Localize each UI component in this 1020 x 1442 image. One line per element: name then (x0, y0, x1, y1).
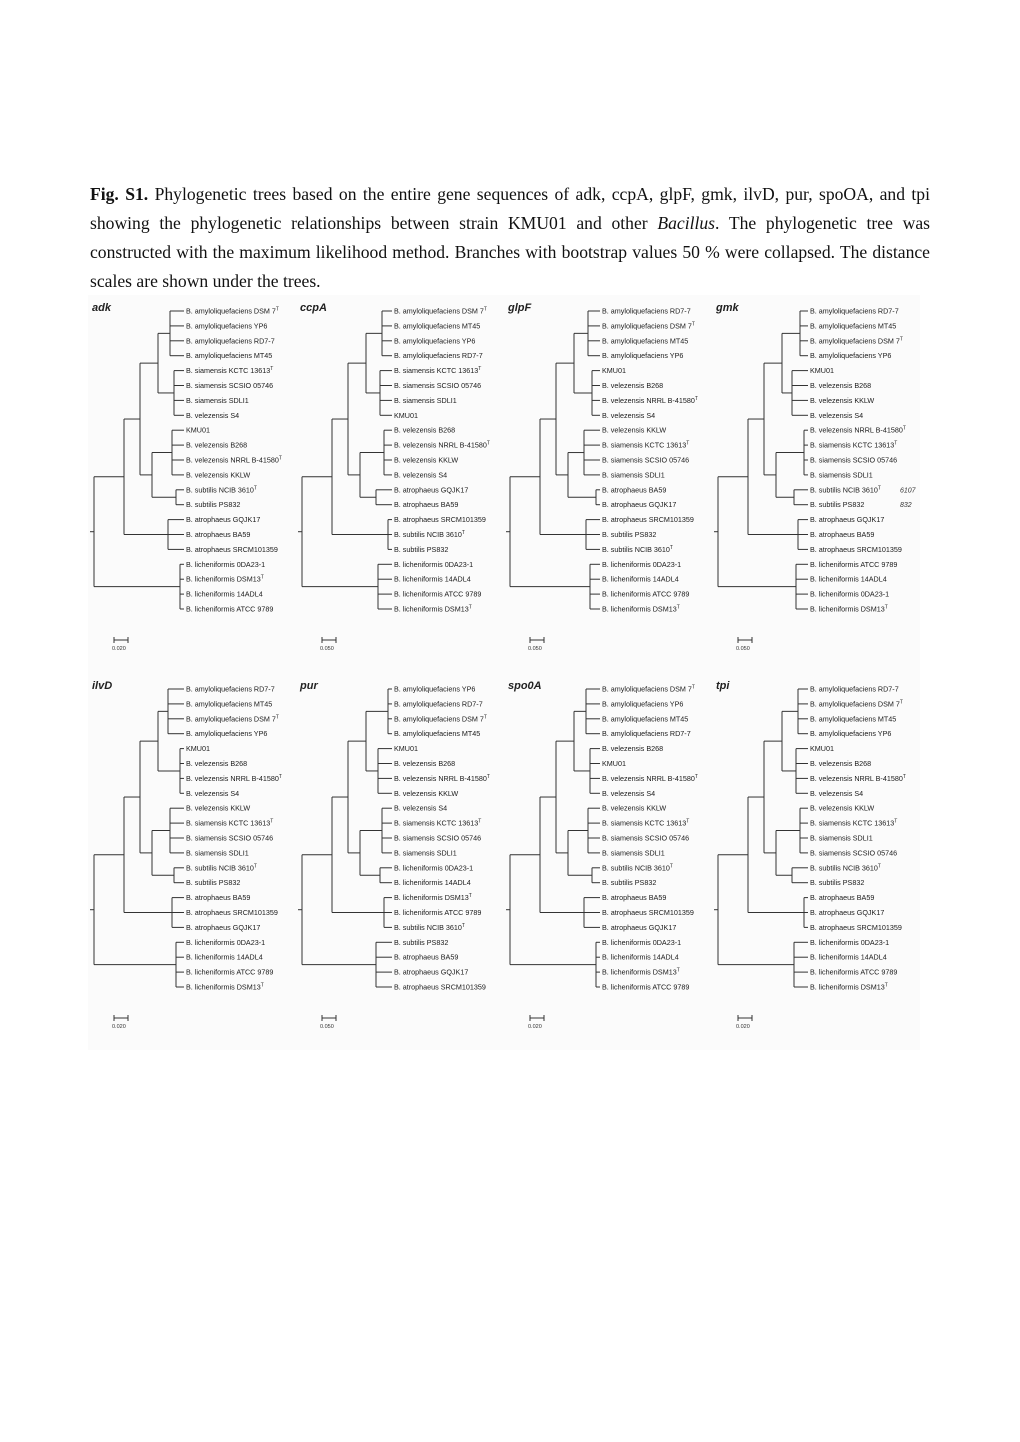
leaf-label: B. amyloliquefaciens RD7-7 (186, 336, 275, 346)
leaf-label: B. atrophaeus BA59 (394, 500, 459, 510)
leaf-label: B. siamensis KCTC $13613^T$ (394, 818, 482, 828)
leaf-label: B. amyloliquefaciens MT45 (602, 336, 689, 346)
leaf-label: B. velezensis S4 (394, 803, 448, 813)
leaf-label: B. atrophaeus GQJK17 (186, 922, 261, 932)
figure-caption (90, 180, 930, 296)
leaf-label: B. amyloliquefaciens MT45 (394, 321, 481, 331)
leaf-label: B. licheniformis 0DA23-1 (186, 559, 266, 569)
type-strain-mark: T (884, 982, 888, 989)
type-strain-mark: T (253, 485, 257, 492)
leaf-label: B. licheniformis $DSM13^T$ (810, 604, 888, 614)
type-strain-mark: T (899, 699, 903, 706)
leaf-label: B. amyloliquefaciens RD7-7 (186, 684, 275, 694)
tree-panel-gmk (714, 302, 917, 652)
leaf-label: B. licheniformis $DSM13^T$ (602, 604, 680, 614)
scale-label: 0.050 (736, 646, 750, 652)
leaf-label: B. amyloliquefaciens YP6 (394, 336, 476, 346)
type-strain-mark: T (275, 714, 279, 721)
leaf-label: B. licheniformis 0DA23-1 (602, 937, 682, 947)
leaf-label: KMU01 (810, 744, 834, 754)
leaf-label: B. subtilis PS832 (394, 937, 449, 947)
leaf-label: B. siamensis KCTC $13613^T$ (186, 366, 274, 376)
type-strain-mark: T (253, 863, 257, 870)
scale-label: 0.050 (320, 1024, 334, 1030)
type-strain-mark: T (270, 818, 274, 825)
leaf-label: KMU01 (602, 366, 626, 376)
leaf-label: B. amyloliquefaciens DSM $7^T$ (810, 699, 903, 709)
type-strain-mark: T (894, 440, 898, 447)
type-strain-mark: T (478, 366, 482, 373)
leaf-label: B. subtilis PS832 (602, 530, 657, 539)
type-strain-mark: T (686, 440, 690, 447)
leaf-label: B. amyloliquefaciens MT45 (602, 714, 689, 724)
tree-panel-ccpA (298, 302, 490, 652)
leaf-label: B. licheniformis $DSM13^T$ (394, 604, 472, 614)
type-strain-mark: T (894, 818, 898, 825)
tree-panel-tpi (714, 680, 906, 1030)
leaf-label: B. atrophaeus SRCM101359 (394, 515, 486, 525)
gene-name: ilvD (92, 680, 113, 692)
leaf-label: B. amyloliquefaciens MT45 (810, 321, 897, 331)
leaf-label: B. amyloliquefaciens RD7-7 (394, 351, 483, 361)
trees-canvas (88, 295, 920, 1050)
leaf-label: B. amyloliquefaciens DSM $7^T$ (186, 714, 279, 724)
leaf-label: B. atrophaeus BA59 (602, 893, 667, 903)
leaf-label: B. amyloliquefaciens MT45 (394, 729, 481, 739)
leaf-label: B. atrophaeus BA59 (602, 485, 667, 495)
leaf-label: B. licheniformis 14ADL4 (394, 878, 471, 888)
leaf-label: B. velezensis NRRL $B-41580^T$ (394, 440, 490, 450)
type-strain-mark: T (461, 530, 465, 536)
caption-text-b: . The phylogenetic tree was constructed with the maximum likelihood method. Branches with bootstrap values 50 % were collapsed. The distance scales are shown under the trees. (90, 213, 930, 291)
leaf-label: B. velezensis KKLW (602, 425, 667, 435)
leaf-label: B. licheniformis ATCC 9789 (602, 982, 690, 992)
leaf-label: B. licheniformis 0DA23-1 (602, 559, 682, 569)
leaf-label: B. siamensis SDLI1 (186, 395, 249, 405)
leaf-label: B. atrophaeus BA59 (186, 530, 251, 539)
gene-name: ccpA (300, 302, 327, 314)
leaf-label: B. amyloliquefaciens RD7-7 (602, 306, 691, 316)
leaf-label: B. siamensis KCTC $13613^T$ (602, 440, 690, 450)
leaf-label: B. licheniformis 14ADL4 (810, 952, 887, 962)
leaf-label: KMU01 (810, 366, 834, 376)
leaf-label: B. amyloliquefaciens YP6 (602, 699, 684, 709)
leaf-label: B. atrophaeus SRCM101359 (602, 908, 694, 917)
type-strain-mark: T (461, 922, 465, 929)
leaf-label: B. subtilis NCIB $3610^T$ (602, 544, 673, 554)
leaf-label: B. siamensis KCTC $13613^T$ (602, 818, 690, 828)
leaf-label: B. atrophaeus GQJK17 (394, 967, 469, 977)
leaf-label: B. licheniformis $DSM13^T$ (186, 574, 264, 584)
leaf-label: B. siamensis SDLI1 (394, 395, 457, 405)
leaf-label: B. siamensis SCSIO 05746 (186, 833, 274, 843)
leaf-label: B. subtilis PS832 (810, 500, 865, 510)
leaf-label: B. licheniformis $DSM13^T$ (810, 982, 888, 992)
type-strain-mark: T (877, 863, 881, 870)
leaf-label: B. licheniformis 0DA23-1 (810, 589, 890, 599)
type-strain-mark: T (676, 967, 680, 974)
leaf-label: B. atrophaeus BA59 (394, 952, 459, 962)
leaf-label: B. licheniformis 0DA23-1 (810, 937, 890, 947)
leaf-annotation: 832 (900, 502, 912, 510)
scale-label: 0.050 (320, 646, 334, 652)
leaf-label: B. licheniformis 0DA23-1 (186, 937, 266, 947)
type-strain-mark: T (669, 863, 673, 870)
leaf-label: B. velezensis B268 (602, 744, 664, 754)
leaf-label: B. siamensis SCSIO 05746 (394, 833, 482, 843)
leaf-label: B. velezensis S4 (186, 788, 240, 798)
gene-name: tpi (716, 680, 730, 692)
tree-panel-glpF (506, 302, 698, 652)
leaf-label: B. atrophaeus GQJK17 (602, 500, 677, 510)
leaf-label: B. velezensis B268 (186, 759, 248, 768)
leaf-label: B. amyloliquefaciens MT45 (810, 714, 897, 724)
type-strain-mark: T (278, 455, 282, 462)
gene-name: adk (92, 302, 111, 314)
leaf-label: B. siamensis SDLI1 (810, 470, 873, 480)
tree-panel-pur (298, 680, 490, 1030)
leaf-label: B. licheniformis 14ADL4 (602, 952, 679, 962)
leaf-label: B. velezensis S4 (810, 410, 864, 420)
leaf-label: B. subtilis PS832 (186, 500, 241, 510)
leaf-label: B. velezensis S4 (810, 788, 864, 798)
leaf-label: B. amyloliquefaciens RD7-7 (394, 699, 483, 709)
type-strain-mark: T (669, 544, 673, 551)
leaf-label: B. siamensis KCTC $13613^T$ (186, 818, 274, 828)
scale-label: 0.020 (528, 1024, 542, 1030)
leaf-label: B. atrophaeus BA59 (186, 893, 251, 903)
leaf-label: B. siamensis SDLI1 (810, 833, 873, 843)
leaf-label: B. subtilis NCIB $3610^T$ (394, 530, 465, 539)
leaf-label: B. amyloliquefaciens RD7-7 (602, 729, 691, 739)
leaf-label: B. subtilis NCIB $3610^T$ (186, 863, 257, 873)
leaf-label: B. velezensis KKLW (602, 803, 667, 813)
tree-panel-adk (90, 302, 282, 652)
leaf-label: B. siamensis KCTC $13613^T$ (810, 818, 898, 828)
type-strain-mark: T (877, 485, 881, 492)
type-strain-mark: T (260, 574, 264, 581)
tree-panel-spo0A (506, 680, 698, 1030)
tree-panel-ilvD (90, 680, 282, 1030)
type-strain-mark: T (691, 321, 695, 328)
type-strain-mark: T (899, 336, 903, 343)
caption-text-a: Phylogenetic trees based on the entire gene sequences of adk, ccpA, glpF, gmk, ilvD, pur, spoOA, and tpi showing the phylogenetic relationships between strain KMU01 and other (90, 184, 930, 233)
leaf-label: B. siamensis SDLI1 (186, 848, 249, 858)
leaf-label: B. atrophaeus SRCM101359 (602, 515, 694, 525)
leaf-label: B. atrophaeus SRCM101359 (186, 908, 278, 917)
leaf-label: B. velezensis B268 (394, 759, 456, 768)
caption-genus: Bacillus (657, 213, 716, 233)
leaf-label: B. licheniformis ATCC 9789 (186, 967, 274, 977)
leaf-label: B. velezensis B268 (602, 381, 664, 390)
leaf-label: KMU01 (394, 744, 418, 754)
leaf-label: B. licheniformis ATCC 9789 (394, 589, 482, 599)
type-strain-mark: T (686, 818, 690, 825)
phylogenetic-trees-figure (88, 295, 920, 1050)
leaf-label: B. amyloliquefaciens YP6 (602, 351, 684, 361)
leaf-label: B. siamensis SCSIO 05746 (602, 455, 690, 465)
scale-label: 0.020 (112, 1024, 126, 1030)
type-strain-mark: T (278, 773, 282, 780)
leaf-label: B. siamensis SDLI1 (602, 470, 665, 480)
leaf-label: B. licheniformis $DSM13^T$ (186, 982, 264, 992)
leaf-label: B. amyloliquefaciens RD7-7 (810, 306, 899, 316)
scale-label: 0.020 (736, 1024, 750, 1030)
leaf-label: B. velezensis NRRL $B-41580^T$ (394, 773, 490, 783)
type-strain-mark: T (676, 604, 680, 611)
leaf-label: B. atrophaeus BA59 (810, 530, 875, 539)
leaf-label: B. licheniformis 0DA23-1 (394, 863, 474, 873)
leaf-label: B. velezensis S4 (602, 410, 656, 420)
leaf-label: B. subtilis PS832 (186, 878, 241, 888)
leaf-label: B. velezensis KKLW (810, 395, 875, 405)
leaf-label: B. licheniformis ATCC 9789 (810, 559, 898, 569)
type-strain-mark: T (275, 306, 279, 313)
leaf-label: B. velezensis NRRL $B-41580^T$ (186, 455, 282, 465)
leaf-label: B. velezensis NRRL $B-41580^T$ (810, 773, 906, 783)
leaf-label: KMU01 (186, 425, 210, 435)
gene-name: pur (300, 680, 318, 692)
type-strain-mark: T (478, 818, 482, 825)
leaf-label: B. licheniformis ATCC 9789 (810, 967, 898, 977)
leaf-label: B. subtilis NCIB $3610^T$ (394, 922, 465, 932)
leaf-label: B. velezensis NRRL $B-41580^T$ (186, 773, 282, 783)
caption-label: Fig. S1. (90, 184, 149, 204)
leaf-label: B. amyloliquefaciens DSM $7^T$ (186, 306, 279, 316)
leaf-label: B. atrophaeus GQJK17 (602, 922, 677, 932)
leaf-label: B. subtilis NCIB $3610^T$ (602, 863, 673, 873)
leaf-label: KMU01 (602, 759, 626, 768)
leaf-label: B. velezensis NRRL $B-41580^T$ (810, 425, 906, 435)
leaf-label: B. velezensis B268 (810, 381, 872, 390)
leaf-label: B. siamensis SCSIO 05746 (394, 381, 482, 390)
leaf-label: B. licheniformis 14ADL4 (186, 589, 263, 599)
leaf-label: B. siamensis SCSIO 05746 (810, 848, 898, 858)
leaf-label: B. velezensis KKLW (394, 455, 459, 465)
leaf-label: B. amyloliquefaciens DSM $7^T$ (602, 321, 695, 331)
leaf-label: B. licheniformis $DSM13^T$ (602, 967, 680, 977)
leaf-label: B. atrophaeus BA59 (810, 893, 875, 903)
gene-name: gmk (716, 302, 739, 314)
leaf-label: B. velezensis B268 (810, 759, 872, 768)
leaf-label: B. siamensis SCSIO 05746 (186, 381, 274, 390)
leaf-label: B. atrophaeus SRCM101359 (186, 544, 278, 554)
leaf-label: B. atrophaeus GQJK17 (810, 908, 885, 917)
leaf-label: B. licheniformis 14ADL4 (186, 952, 263, 962)
leaf-label: B. amyloliquefaciens YP6 (186, 321, 268, 331)
type-strain-mark: T (483, 306, 487, 313)
type-strain-mark: T (486, 440, 490, 447)
leaf-label: B. atrophaeus SRCM101359 (394, 982, 486, 992)
leaf-label: B. siamensis SDLI1 (602, 848, 665, 858)
type-strain-mark: T (468, 893, 472, 900)
type-strain-mark: T (691, 684, 695, 691)
leaf-label: B. licheniformis 0DA23-1 (394, 559, 474, 569)
leaf-label: B. subtilis PS832 (810, 878, 865, 888)
leaf-label: B. amyloliquefaciens YP6 (810, 351, 892, 361)
scale-label: 0.050 (528, 646, 542, 652)
type-strain-mark: T (884, 604, 888, 611)
leaf-label: B. siamensis SCSIO 05746 (810, 455, 898, 465)
leaf-label: B. atrophaeus SRCM101359 (810, 544, 902, 554)
leaf-label: B. subtilis PS832 (394, 544, 449, 554)
leaf-label: B. siamensis SDLI1 (394, 848, 457, 858)
leaf-label: B. amyloliquefaciens DSM $7^T$ (810, 336, 903, 346)
leaf-label: B. amyloliquefaciens MT45 (186, 351, 273, 361)
leaf-label: B. licheniformis 14ADL4 (810, 574, 887, 584)
leaf-label: B. subtilis PS832 (602, 878, 657, 888)
leaf-label: B. licheniformis ATCC 9789 (602, 589, 690, 599)
leaf-label: B. velezensis S4 (602, 788, 656, 798)
leaf-label: B. amyloliquefaciens DSM $7^T$ (602, 684, 695, 694)
leaf-label: B. amyloliquefaciens YP6 (186, 729, 268, 739)
type-strain-mark: T (694, 395, 698, 402)
leaf-label: B. licheniformis $DSM13^T$ (394, 893, 472, 903)
leaf-label: B. subtilis NCIB $3610^T$ (810, 863, 881, 873)
type-strain-mark: T (902, 425, 906, 432)
type-strain-mark: T (468, 604, 472, 611)
leaf-label: B. velezensis B268 (394, 425, 456, 435)
leaf-label: B. velezensis KKLW (186, 470, 251, 480)
leaf-label: B. amyloliquefaciens YP6 (394, 684, 476, 694)
leaf-label: B. velezensis NRRL $B-41580^T$ (602, 395, 698, 405)
gene-name: spo0A (508, 680, 542, 692)
type-strain-mark: T (483, 714, 487, 721)
type-strain-mark: T (694, 773, 698, 780)
leaf-label: B. subtilis NCIB $3610^T$ (810, 485, 881, 495)
leaf-label: B. siamensis KCTC $13613^T$ (810, 440, 898, 450)
leaf-annotation: 6107 (900, 487, 916, 495)
leaf-label: B. amyloliquefaciens DSM $7^T$ (394, 714, 487, 724)
type-strain-mark: T (270, 366, 274, 373)
leaf-label: B. velezensis KKLW (394, 788, 459, 798)
leaf-label: B. amyloliquefaciens DSM $7^T$ (394, 306, 487, 316)
leaf-label: B. velezensis KKLW (810, 803, 875, 813)
leaf-label: B. siamensis KCTC $13613^T$ (394, 366, 482, 376)
leaf-label: B. velezensis NRRL $B-41580^T$ (602, 773, 698, 783)
leaf-label: B. atrophaeus GQJK17 (186, 515, 261, 525)
leaf-label: B. velezensis KKLW (186, 803, 251, 813)
leaf-label: B. amyloliquefaciens YP6 (810, 729, 892, 739)
leaf-label: B. amyloliquefaciens RD7-7 (810, 684, 899, 694)
leaf-label: B. atrophaeus GQJK17 (810, 515, 885, 525)
type-strain-mark: T (260, 982, 264, 989)
leaf-label: B. subtilis NCIB $3610^T$ (186, 485, 257, 495)
leaf-label: B. amyloliquefaciens MT45 (186, 699, 273, 709)
type-strain-mark: T (486, 773, 490, 780)
leaf-label: KMU01 (394, 410, 418, 420)
leaf-label: B. atrophaeus SRCM101359 (810, 922, 902, 932)
leaf-label: KMU01 (186, 744, 210, 754)
leaf-label: B. licheniformis 14ADL4 (602, 574, 679, 584)
leaf-label: B. velezensis S4 (394, 470, 448, 480)
type-strain-mark: T (902, 773, 906, 780)
leaf-label: B. licheniformis ATCC 9789 (394, 908, 482, 917)
leaf-label: B. velezensis B268 (186, 440, 248, 450)
leaf-label: B. atrophaeus GQJK17 (394, 485, 469, 495)
leaf-label: B. licheniformis 14ADL4 (394, 574, 471, 584)
leaf-label: B. siamensis SCSIO 05746 (602, 833, 690, 843)
leaf-label: B. velezensis S4 (186, 410, 240, 420)
gene-name: glpF (508, 302, 532, 314)
leaf-label: B. licheniformis ATCC 9789 (186, 604, 274, 614)
scale-label: 0.020 (112, 646, 126, 652)
